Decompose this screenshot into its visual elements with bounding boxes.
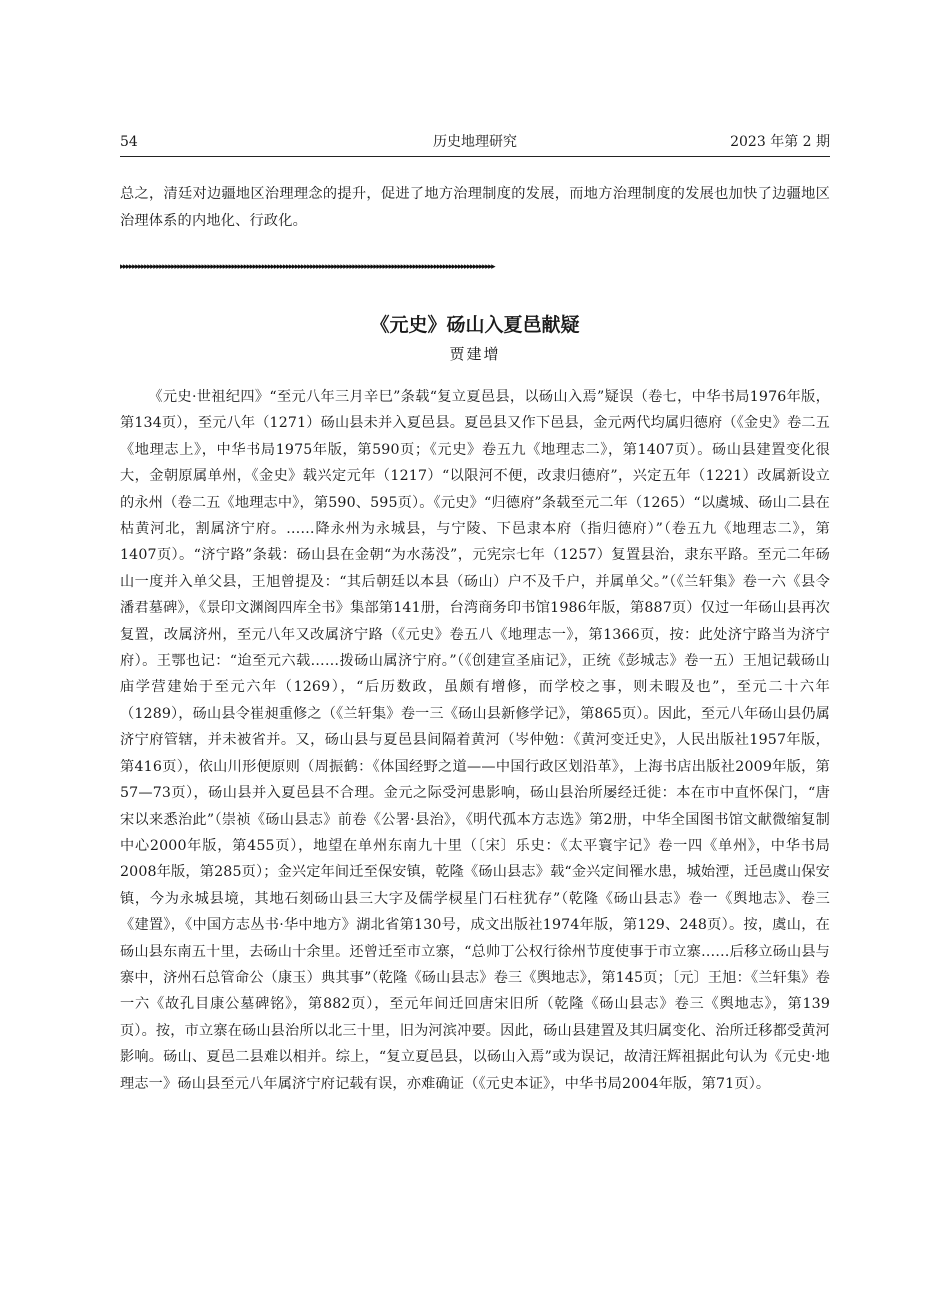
section-separator: ▸▸▸▸▸▸▸▸▸▸▸▸▸▸▸▸▸▸▸▸▸▸▸▸▸▸▸▸▸▸▸▸▸▸▸▸▸▸▸▸▸▸▸▸▸▸▸▸▸▸▸▸▸▸▸▸▸▸▸▸▸▸▸▸▸▸▸▸▸▸▸▸▸▸▸▸▸▸▸▸▸▸▸▸▸▸▸▸▸▸▸▸▸▸▸▸▸▸▸▸▸▸▸▸▸▸▸▸▸▸▸▸▸▸▸▸▸▸▸▸▸▸▸▸ [120, 262, 495, 272]
page-number: 54 [120, 134, 138, 150]
article-author: 贾建增 [449, 345, 501, 363]
header-rule [120, 156, 830, 157]
running-header [120, 132, 830, 156]
issue-label: 2023 年第 2 期 [730, 134, 830, 150]
article-title: 《元史》砀山入夏邑献疑 [370, 314, 580, 336]
article-body: 《元史·世祖纪四》“至元八年三月辛巳”条载“复立夏邑县，以砀山入焉”疑误（卷七，中华书局1976年版，第134页），至元八年（1271）砀山县未并入夏邑县。夏邑县又作下邑县，金元两代均属归德府（《金史》卷二五《地理志上》，中华书局1975年版，第590页；《元史》卷五九《地理志二》，第1407页）。砀山县建置变化很大，金朝原属单州，《金史》载兴定元年（1217）“以限河不便，改隶归德府”，兴定五年（1221）改属新设立的永州（卷二五《地理志中》，第590、595页）。《元史》“归德府”条载至元二年（1265）“以虞城、砀山二县在枯黄河北，割属济宁府。……降永州为永城县，与宁陵、下邑隶本府（指归德府）”（卷五九《地理志二》，第1407页）。“济宁路”条载：砀山县在金朝“为水荡没”，元宪宗七年（1257）复置县治，隶东平路。至元二年砀山一度并入单父县，王旭曾提及：“其后朝廷以本县（砀山）户不及千户，并属单父。”（《兰轩集》卷一六《县令潘君墓碑》，《景印文渊阁四库全书》集部第141册，台湾商务印书馆1986年版，第887页）仅过一年砀山县再次复置，改属济州，至元八年又改属济宁路（《元史》卷五八《地理志一》，第1366页，按：此处济宁路当为济宁府）。王鄂也记：“迨至元六载……拨砀山属济宁府。”（《创建宣圣庙记》，正统《彭城志》卷一五）王旭记载砀山庙学营建始于至元六年（1269），“后历数政，虽颇有增修，而学校之事，则未暇及也”，至元二十六年（1289），砀山县令崔昶重修之（《兰轩集》卷一三《砀山县新修学记》，第865页）。因此，至元八年砀山县仍属济宁府管辖，并未被省并。又，砀山县与夏邑县间隔着黄河（岑仲勉：《黄河变迁史》，人民出版社1957年版，第416页），依山川形便原则（周振鹤：《体国经野之道——中国行政区划沿革》，上海书店出版社2009年版，第57—73页），砀山县并入夏邑县不合理。金元之际受河患影响，砀山县治所屡经迁徙：本在市中直怀保门，“唐宋以来悉治此”（崇祯《砀山县志》前卷《公署·县治》，《明代孤本方志选》第2册，中华全国图书馆文献微缩复制中心2000年版，第455页），地望在单州东南九十里（〔宋〕乐史：《太平寰宇记》卷一四《单州》，中华书局2008年版，第285页）；金兴定年间迁至保安镇，乾隆《砀山县志》载“金兴定间罹水患，城始湮，迁邑虞山保安镇，今为永城县境，其地石刻砀山县三大字及儒学棂星门石柱犹存”（乾隆《砀山县志》卷一《舆地志》、卷三《建置》，《中国方志丛书·华中地方》湖北省第130号，成文出版社1974年版，第129、248页）。按，虞山，在砀山县东南五十里，去砀山十余里。还曾迁至市立寨，“总帅丁公权行徐州节度使事于市立寨……后移立砀山县与寨中，济州石总管命公（康玉）典其事”（乾隆《砀山县志》卷三《舆地志》，第145页；〔元〕王旭：《兰轩集》卷一六《故孔目康公墓碑铭》，第882页），至元年间迁回唐宋旧所（乾隆《砀山县志》卷三《舆地志》，第139页）。按，市立寨在砀山县治所以北三十里，旧为河滨冲要。因此，砀山县建置及其归属变化、治所迁移都受黄河影响。砀山、夏邑二县难以相并。综上，“复立夏邑县，以砀山入焉”或为误记，故清汪辉祖据此句认为《元史·地理志一》砀山县至元八年属济宁府记载有误，亦难确证（《元史本证》，中华书局2004年版，第71页）。 [120, 389, 830, 1092]
previous-article-tail: 总之，清廷对边疆地区治理理念的提升，促进了地方治理制度的发展，而地方治理制度的发展也加快了边疆地区治理体系的内地化、行政化。 [120, 186, 830, 229]
journal-name: 历史地理研究 [433, 134, 517, 150]
